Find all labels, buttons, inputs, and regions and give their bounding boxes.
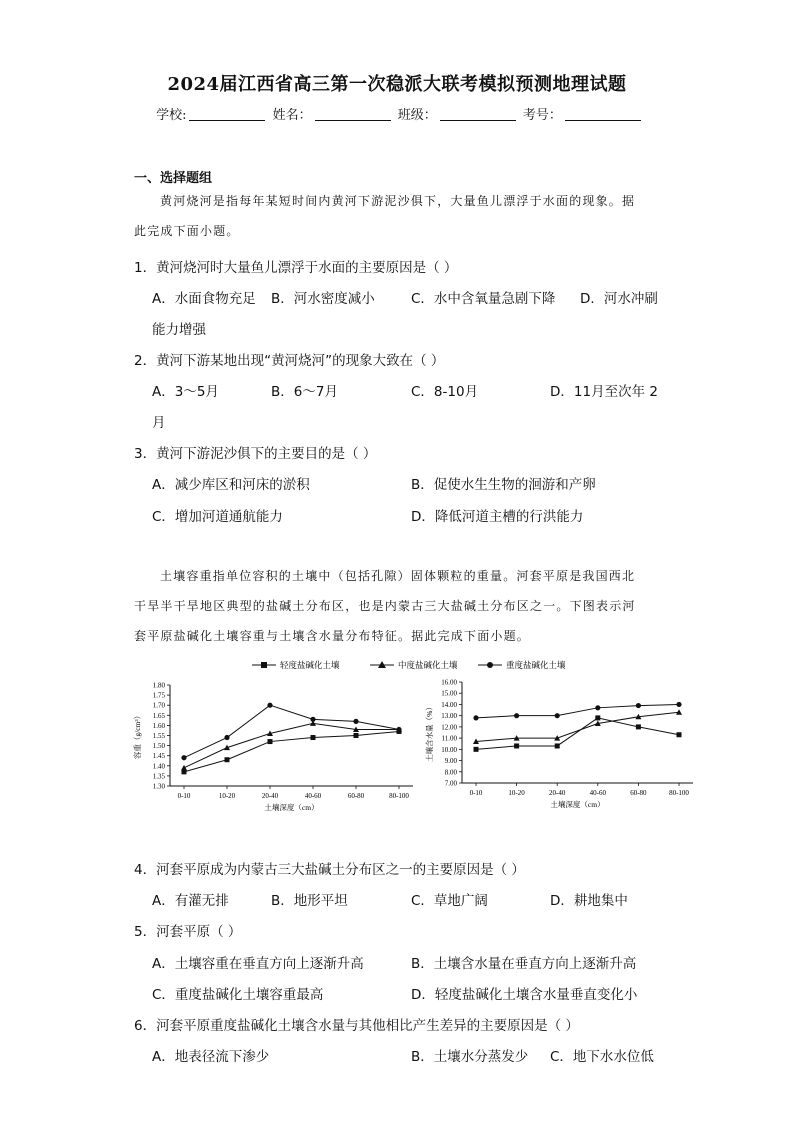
q4-option-d: D．耕地集中 xyxy=(550,893,628,909)
y-tick-label: 1.65 xyxy=(152,711,165,720)
x-tick-label: 60-80 xyxy=(630,789,647,797)
x-tick-label: 0-10 xyxy=(469,789,483,797)
class-blank xyxy=(440,108,516,121)
data-point-square xyxy=(555,743,560,748)
school-label: 学校: xyxy=(156,108,187,123)
school-blank xyxy=(189,108,265,121)
legend-label: 中度盐碱化土壤 xyxy=(398,660,458,670)
y-tick-label: 1.40 xyxy=(152,762,165,771)
y-tick-label: 1.80 xyxy=(152,681,165,690)
q4-option-a: A．有灌无排 xyxy=(152,893,229,909)
y-tick-label: 7.00 xyxy=(444,779,457,788)
y-axis-label: 容重（g/cm³） xyxy=(133,711,142,760)
q6-option-b: B．土壤水分蒸发少 xyxy=(411,1049,529,1065)
series-line xyxy=(184,731,399,771)
chart-legend xyxy=(250,657,590,673)
y-tick-label: 15.00 xyxy=(441,689,457,698)
y-tick-label: 1.35 xyxy=(152,772,165,781)
data-point-square xyxy=(514,743,519,748)
y-tick-label: 1.60 xyxy=(152,721,165,730)
series-line xyxy=(476,718,679,749)
q5-option-b: B．土壤含水量在垂直方向上逐渐升高 xyxy=(411,956,637,972)
page-title: 2024届江西省高三第一次稳派大联考模拟预测地理试题 xyxy=(167,74,627,95)
class-label: 班级： xyxy=(397,108,437,123)
data-point-circle xyxy=(396,727,401,732)
data-point-triangle xyxy=(181,765,187,771)
data-point-square xyxy=(677,732,682,737)
question-6-stem: 6．河套平原重度盐碱化土壤含水量与其他相比产生差异的主要原因是（ ） xyxy=(134,1018,579,1034)
data-point-circle xyxy=(676,702,681,707)
y-tick-label: 1.55 xyxy=(152,732,165,740)
q6-option-c: C．地下水水位低 xyxy=(550,1049,654,1065)
x-tick-label: 40-60 xyxy=(589,789,606,797)
q2-option-d-continued: 月 xyxy=(152,415,166,431)
data-point-circle xyxy=(181,755,186,760)
y-axis-label: 土壤含水量（%） xyxy=(425,703,434,762)
passage-2-line: 土壤容重指单位容积的土壤中（包括孔隙）固体颗粒的重量。河套平原是我国西北 xyxy=(160,569,636,583)
x-tick-label: 20-40 xyxy=(261,792,279,800)
data-point-square xyxy=(354,733,359,738)
y-tick-label: 1.50 xyxy=(152,742,165,751)
student-info xyxy=(0,104,794,123)
y-tick-label: 12.00 xyxy=(441,723,457,732)
x-tick-label: 10-20 xyxy=(508,789,525,797)
q4-option-c: C．草地广阔 xyxy=(411,893,488,909)
exam-number-label: 考号： xyxy=(522,108,562,123)
q2-option-c: C．8-10月 xyxy=(411,384,479,400)
question-4-stem: 4．河套平原成为内蒙古三大盐碱土分布区之一的主要原因是（ ） xyxy=(134,862,525,878)
series-line xyxy=(184,705,399,758)
passage-2 xyxy=(134,561,664,651)
y-tick-label: 10.00 xyxy=(441,745,457,754)
data-point-square xyxy=(311,735,316,740)
q2-option-a: A．3～5月 xyxy=(152,384,219,400)
data-point-circle xyxy=(636,703,641,708)
q1-option-b: B．河水密度减小 xyxy=(271,291,375,307)
section-title: 一、选择题组 xyxy=(134,171,213,186)
q2-option-d: D．11月至次年 2 xyxy=(550,384,658,400)
bulk-density-chart xyxy=(128,676,418,814)
exam-number-blank xyxy=(565,108,641,121)
x-tick-label: 20-40 xyxy=(549,789,566,797)
y-tick-label: 16.00 xyxy=(441,678,457,687)
x-axis-label: 土壤深度（cm） xyxy=(550,800,605,809)
data-point-circle xyxy=(473,715,478,720)
question-5-stem: 5．河套平原（ ） xyxy=(134,924,242,940)
y-tick-label: 8.00 xyxy=(444,768,457,777)
q3-option-b: B．促使水生生物的洄游和产卵 xyxy=(411,477,596,493)
data-point-circle xyxy=(310,717,315,722)
name-blank xyxy=(315,108,391,121)
x-tick-label: 80-100 xyxy=(669,789,689,797)
data-point-circle xyxy=(224,735,229,740)
name-label: 姓名： xyxy=(272,108,312,123)
q6-option-a: A．地表径流下渗少 xyxy=(152,1049,270,1065)
series-line xyxy=(184,723,399,767)
data-point-circle xyxy=(514,713,519,718)
passage-2-line: 干旱半干旱地区典型的盐碱土分布区，也是内蒙古三大盐碱土分布区之一。下图表示河 xyxy=(134,599,636,613)
data-point-square xyxy=(595,715,600,720)
q5-option-d: D．轻度盐碱化土壤含水量垂直变化小 xyxy=(411,987,638,1003)
q4-option-b: B．地形平坦 xyxy=(271,893,348,909)
y-tick-label: 13.00 xyxy=(441,712,457,721)
legend-label: 轻度盐碱化土壤 xyxy=(280,660,340,670)
passage-1-line: 此完成下面小题。 xyxy=(134,224,240,238)
legend-label: 重度盐碱化土壤 xyxy=(506,660,566,670)
passage-2-line: 套平原盐碱化土壤容重与土壤含水量分布特征。据此完成下面小题。 xyxy=(134,629,531,643)
question-2-stem: 2．黄河下游某地出现“黄河烧河”的现象大致在（ ） xyxy=(134,353,445,369)
q2-option-b: B．6～7月 xyxy=(271,384,338,400)
passage-1 xyxy=(134,186,664,246)
data-point-square xyxy=(268,739,273,744)
q5-option-a: A．土壤容重在垂直方向上逐渐升高 xyxy=(152,956,364,972)
x-tick-label: 40-60 xyxy=(304,792,322,800)
data-point-circle xyxy=(595,705,600,710)
q3-option-d: D．降低河道主槽的行洪能力 xyxy=(411,509,584,525)
q1-option-c: C．水中含氧量急剧下降 xyxy=(411,291,556,307)
data-point-square xyxy=(225,757,230,762)
y-tick-label: 11.00 xyxy=(441,734,457,743)
q5-option-c: C．重度盐碱化土壤容重最高 xyxy=(152,987,324,1003)
x-tick-label: 0-10 xyxy=(177,792,191,800)
data-point-circle xyxy=(267,703,272,708)
y-tick-label: 1.70 xyxy=(152,701,165,710)
data-point-square xyxy=(474,747,479,752)
x-axis-label: 土壤深度（cm） xyxy=(264,803,319,812)
y-tick-label: 9.00 xyxy=(444,757,457,766)
x-tick-label: 80-100 xyxy=(389,792,409,800)
q3-option-a: A．减少库区和河床的淤积 xyxy=(152,477,310,493)
y-tick-label: 1.30 xyxy=(152,782,165,791)
legend-square-marker xyxy=(261,662,267,668)
data-point-circle xyxy=(555,713,560,718)
y-tick-label: 1.45 xyxy=(152,752,165,761)
q1-option-a: A．水面食物充足 xyxy=(152,291,256,307)
x-tick-label: 60-80 xyxy=(347,792,365,800)
passage-1-line: 黄河烧河是指每年某短时间内黄河下游泥沙俱下，大量鱼儿漂浮于水面的现象。据 xyxy=(160,194,636,208)
y-tick-label: 1.75 xyxy=(152,691,165,700)
question-3-stem: 3．黄河下游泥沙俱下的主要目的是（ ） xyxy=(134,446,377,462)
q1-option-d: D．河水冲刷 xyxy=(580,291,658,307)
question-1-stem: 1．黄河烧河时大量鱼儿漂浮于水面的主要原因是（ ） xyxy=(134,260,458,276)
q3-option-c: C．增加河道通航能力 xyxy=(152,509,283,525)
x-tick-label: 10-20 xyxy=(218,792,236,800)
data-point-circle xyxy=(353,719,358,724)
y-tick-label: 14.00 xyxy=(441,700,457,709)
q1-option-d-continued: 能力增强 xyxy=(152,322,206,338)
data-point-square xyxy=(636,724,641,729)
water-content-chart xyxy=(418,676,698,814)
legend-circle-marker xyxy=(487,662,493,668)
